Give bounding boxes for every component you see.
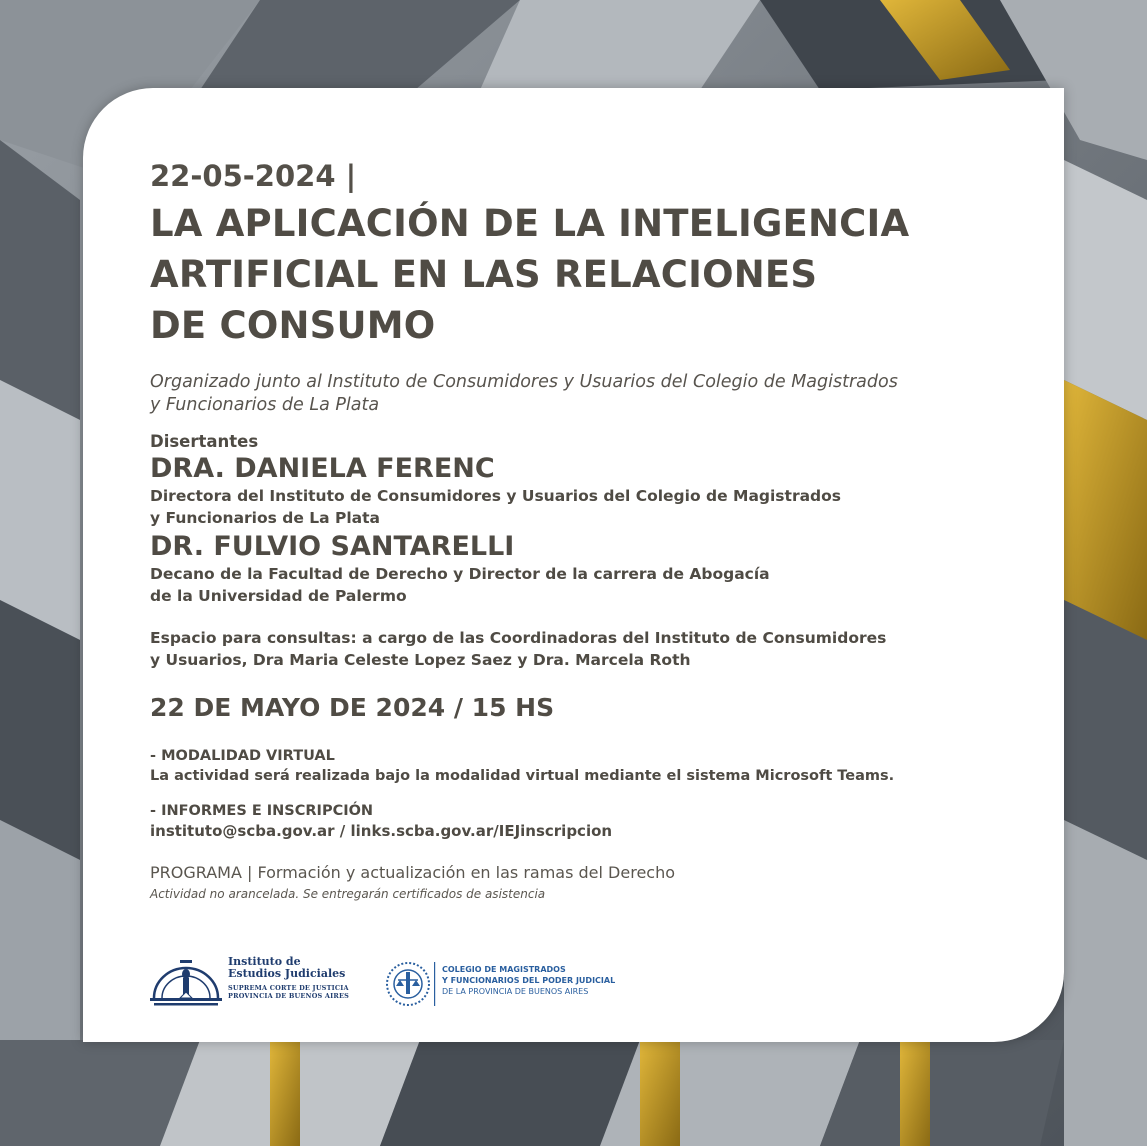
speaker-role xyxy=(150,563,1030,607)
iej-title xyxy=(228,956,345,980)
courthouse-emblem-icon xyxy=(150,958,222,1010)
header-date: 22-05-2024 | xyxy=(150,159,357,193)
informes-contact[interactable]: instituto@scba.gov.ar / links.scba.gov.ar/IEJinscripcion xyxy=(150,822,613,840)
event-card xyxy=(83,88,1064,1042)
speaker-role-line: de la Universidad de Palermo xyxy=(150,587,407,605)
colegio-line: COLEGIO DE MAGISTRADOS xyxy=(442,965,566,974)
aviso-text: Actividad no arancelada. Se entregarán certificados de asistencia xyxy=(150,887,546,901)
modalidad-heading: - MODALIDAD VIRTUAL xyxy=(150,748,335,764)
logos-row xyxy=(150,956,750,1016)
speakers-label: Disertantes xyxy=(150,432,259,451)
programa-text: PROGRAMA | Formación y actualización en las ramas del Derecho xyxy=(150,863,676,882)
iej-subtitle-line: SUPREMA CORTE DE JUSTICIA xyxy=(228,984,349,992)
speaker-role xyxy=(150,485,1030,529)
consultas-text xyxy=(150,627,1030,671)
colegio-text xyxy=(442,964,615,997)
event-title xyxy=(150,198,1030,351)
colegio-logo xyxy=(384,960,664,1010)
speaker-role-line: Decano de la Facultad de Derecho y Director de la carrera de Abogacía xyxy=(150,565,770,583)
consultas-line: Espacio para consultas: a cargo de las Coordinadoras del Instituto de Consumidores xyxy=(150,629,887,647)
consultas-line: y Usuarios, Dra Maria Celeste Lopez Saez y Dra. Marcela Roth xyxy=(150,651,691,669)
modalidad-text: La actividad será realizada bajo la modalidad virtual mediante el sistema Microsoft Teams. xyxy=(150,768,895,784)
organizer-text xyxy=(150,371,1030,417)
speaker-role-line: Directora del Instituto de Consumidores y Usuarios del Colegio de Magistrados xyxy=(150,487,842,505)
card-content xyxy=(150,158,1030,902)
speaker-name: DRA. DANIELA FERENC xyxy=(150,453,495,484)
iej-title-line: Instituto de xyxy=(228,955,301,968)
colegio-seal-icon xyxy=(384,960,436,1008)
iej-title-line: Estudios Judiciales xyxy=(228,967,346,980)
event-title-line: ARTIFICIAL EN LAS RELACIONES xyxy=(150,253,818,296)
informes-heading: - INFORMES E INSCRIPCIÓN xyxy=(150,803,374,819)
speaker-role-line: y Funcionarios de La Plata xyxy=(150,509,380,527)
speaker-name: DR. FULVIO SANTARELLI xyxy=(150,531,515,562)
event-datetime: 22 DE MAYO DE 2024 / 15 HS xyxy=(150,693,555,722)
organizer-line: Organizado junto al Instituto de Consumidores y Usuarios del Colegio de Magistrados xyxy=(150,372,898,392)
colegio-line: Y FUNCIONARIOS DEL PODER JUDICIAL xyxy=(442,976,616,985)
iej-logo xyxy=(150,956,350,1012)
iej-subtitle xyxy=(228,984,349,1000)
event-title-line: LA APLICACIÓN DE LA INTELIGENCIA xyxy=(150,202,910,245)
event-title-line: DE CONSUMO xyxy=(150,304,436,347)
organizer-line: y Funcionarios de La Plata xyxy=(150,395,380,415)
colegio-line: DE LA PROVINCIA DE BUENOS AIRES xyxy=(442,987,589,996)
iej-subtitle-line: PROVINCIA DE BUENOS AIRES xyxy=(228,992,350,1000)
